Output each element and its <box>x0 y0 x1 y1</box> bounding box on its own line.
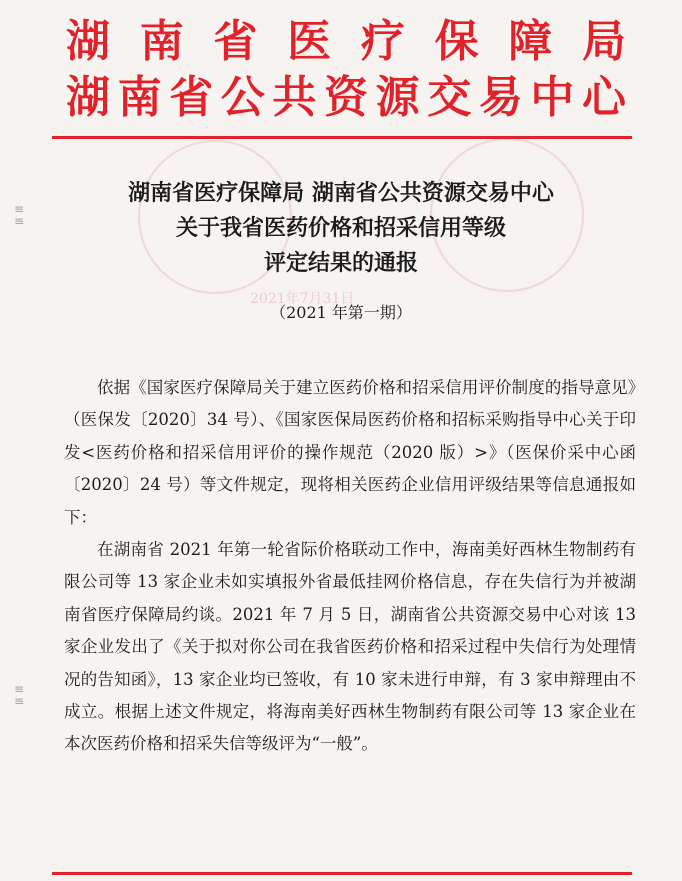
binding-mark-icon: ≡ <box>14 682 25 696</box>
seal-date: 2021年7月31日 <box>250 291 355 307</box>
footer-divider <box>52 872 632 875</box>
document-title <box>0 176 682 281</box>
binding-mark-icon: ≡ <box>14 214 25 228</box>
title-line-2: 关于我省医药价格和招采信用等级 <box>175 216 506 241</box>
binding-mark-icon: ≡ <box>14 202 25 216</box>
title-line-3: 评定结果的通报 <box>263 251 418 276</box>
document-body <box>64 372 636 761</box>
title-line-1: 湖南省医疗保障局 湖南省公共资源交易中心 <box>128 181 554 206</box>
letterhead-divider <box>52 136 632 139</box>
letterhead <box>66 14 626 126</box>
letterhead-org-2: 湖南省公共资源交易中心 <box>66 72 626 123</box>
body-paragraph-2: 在湖南省 2021 年第一轮省际价格联动工作中，海南美好西林生物制药有限公司等 13 家企业未如实填报外省最低挂网价格信息，存在失信行为并被湖南省医疗保障局约谈。2021 年 7 月 5 日，湖南省公共资源交易中心对该 13 家企业发出了《关于拟对你公司在我省医药价格和招采过程中失信行为处理情况的告知函》，13 家企业均已签收，有 10 家未进行申辩，有 3 家申辩理由不成立。根据上述文件规定，将海南美好西林生物制药有限公司等 13 家企业在本次医药价格和招采失信等级评为“一般”。 <box>64 540 636 754</box>
binding-mark-icon: ≡ <box>14 694 25 708</box>
document-issue-number: （2021 年第一期） <box>270 303 412 322</box>
body-paragraph-1: 依据《国家医疗保障局关于建立医药价格和招采信用评价制度的指导意见》（医保发〔2020〕34 号）、《国家医保局医药价格和招标采购指导中心关于印发<医药价格和招采信用评价的操作规范（2020 版）>》（医保价采中心函〔2020〕24 号）等文件规定，现将相关医药企业信用评级结果等信息通报如下： <box>64 378 636 527</box>
letterhead-org-1: 湖南省医疗保障局 <box>66 16 626 67</box>
